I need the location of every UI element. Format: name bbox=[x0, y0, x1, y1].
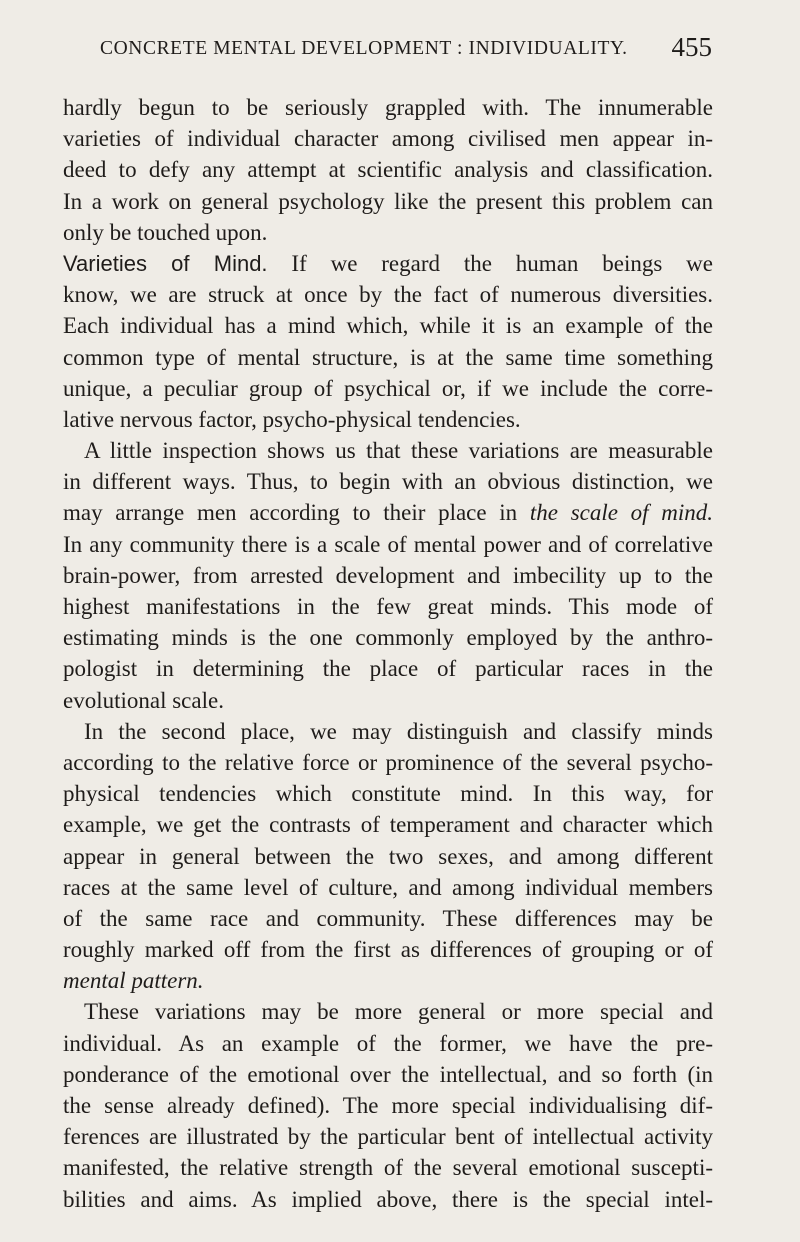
text-line: races at the same level of culture, and among individual members bbox=[63, 874, 713, 900]
text-line: roughly marked off from the first as differences of grouping or of bbox=[63, 937, 713, 963]
page-number: 455 bbox=[671, 32, 712, 62]
italic-phrase: the scale of mind. bbox=[529, 500, 713, 526]
running-header bbox=[100, 32, 712, 62]
line-start: may arrange men according to their place in bbox=[63, 500, 530, 526]
text-line: In the second place, we may distinguish and classify minds bbox=[84, 718, 713, 744]
text-line: according to the relative force or prominence of the several psycho- bbox=[63, 749, 713, 775]
sidehead-line-rest: If we regard the human beings we bbox=[267, 250, 713, 276]
text-line: of the same race and community. These differences may be bbox=[63, 905, 713, 931]
text-line: brain-power, from arrested development and imbecility up to the bbox=[63, 562, 713, 588]
text-line: hardly begun to be seriously grappled with. The innumerable bbox=[63, 95, 713, 120]
text-line: lative nervous factor, psycho-physical tendencies. bbox=[63, 406, 521, 432]
italic-phrase-line bbox=[63, 965, 713, 996]
text-line: varieties of individual character among civilised men appear in- bbox=[63, 126, 713, 152]
text-line: Each individual has a mind which, while it is an example of the bbox=[63, 313, 713, 339]
italic-phrase: mental pattern. bbox=[63, 968, 204, 994]
text-line: pologist in determining the place of particular races in the bbox=[63, 656, 713, 682]
text-line: deed to defy any attempt at scientific analysis and classification. bbox=[63, 157, 713, 183]
text-line: evolutional scale. bbox=[63, 687, 224, 713]
text-line: example, we get the contrasts of temperament and character which bbox=[63, 812, 713, 838]
text-line: bilities and aims. As implied above, there is the special intel- bbox=[63, 1186, 713, 1212]
text-line: ferences are illustrated by the particular bent of intellectual activity bbox=[63, 1124, 713, 1150]
italic-phrase-line bbox=[63, 497, 713, 528]
text-line: In a work on general psychology like the present this problem can bbox=[63, 188, 713, 214]
text-line: appear in general between the two sexes, and among different bbox=[63, 843, 713, 869]
text-line: the sense already defined). The more special individualising dif- bbox=[63, 1093, 713, 1118]
text-line: unique, a peculiar group of psychical or, if we include the corre- bbox=[63, 375, 713, 401]
text-line: only be touched upon. bbox=[63, 219, 268, 245]
text-line: individual. As an example of the former, we have the pre- bbox=[63, 1030, 713, 1056]
text-line: A little inspection shows us that these variations are measurable bbox=[84, 438, 713, 464]
text-line: in different ways. Thus, to begin with an obvious distinction, we bbox=[63, 469, 713, 495]
section-sidehead: Varieties of Mind. bbox=[63, 250, 268, 276]
text-line: physical tendencies which constitute mind. In this way, for bbox=[63, 781, 713, 807]
text-line: highest manifestations in the few great minds. This mode of bbox=[63, 594, 713, 619]
text-line: estimating minds is the one commonly employed by the anthro- bbox=[63, 625, 713, 651]
text-line: In any community there is a scale of mental power and of correlative bbox=[63, 531, 713, 557]
text-line: manifested, the relative strength of the several emotional suscepti- bbox=[63, 1155, 713, 1181]
text-line: ponderance of the emotional over the intellectual, and so forth (in bbox=[63, 1061, 713, 1087]
sidehead-line bbox=[63, 248, 713, 279]
running-title: CONCRETE MENTAL DEVELOPMENT : INDIVIDUALITY. bbox=[100, 38, 628, 59]
text-line: common type of mental structure, is at the same time something bbox=[63, 344, 713, 370]
text-line: These variations may be more general or more special and bbox=[84, 999, 713, 1025]
text-line: know, we are struck at once by the fact of numerous diversities. bbox=[63, 282, 713, 308]
body-text bbox=[63, 92, 713, 1215]
